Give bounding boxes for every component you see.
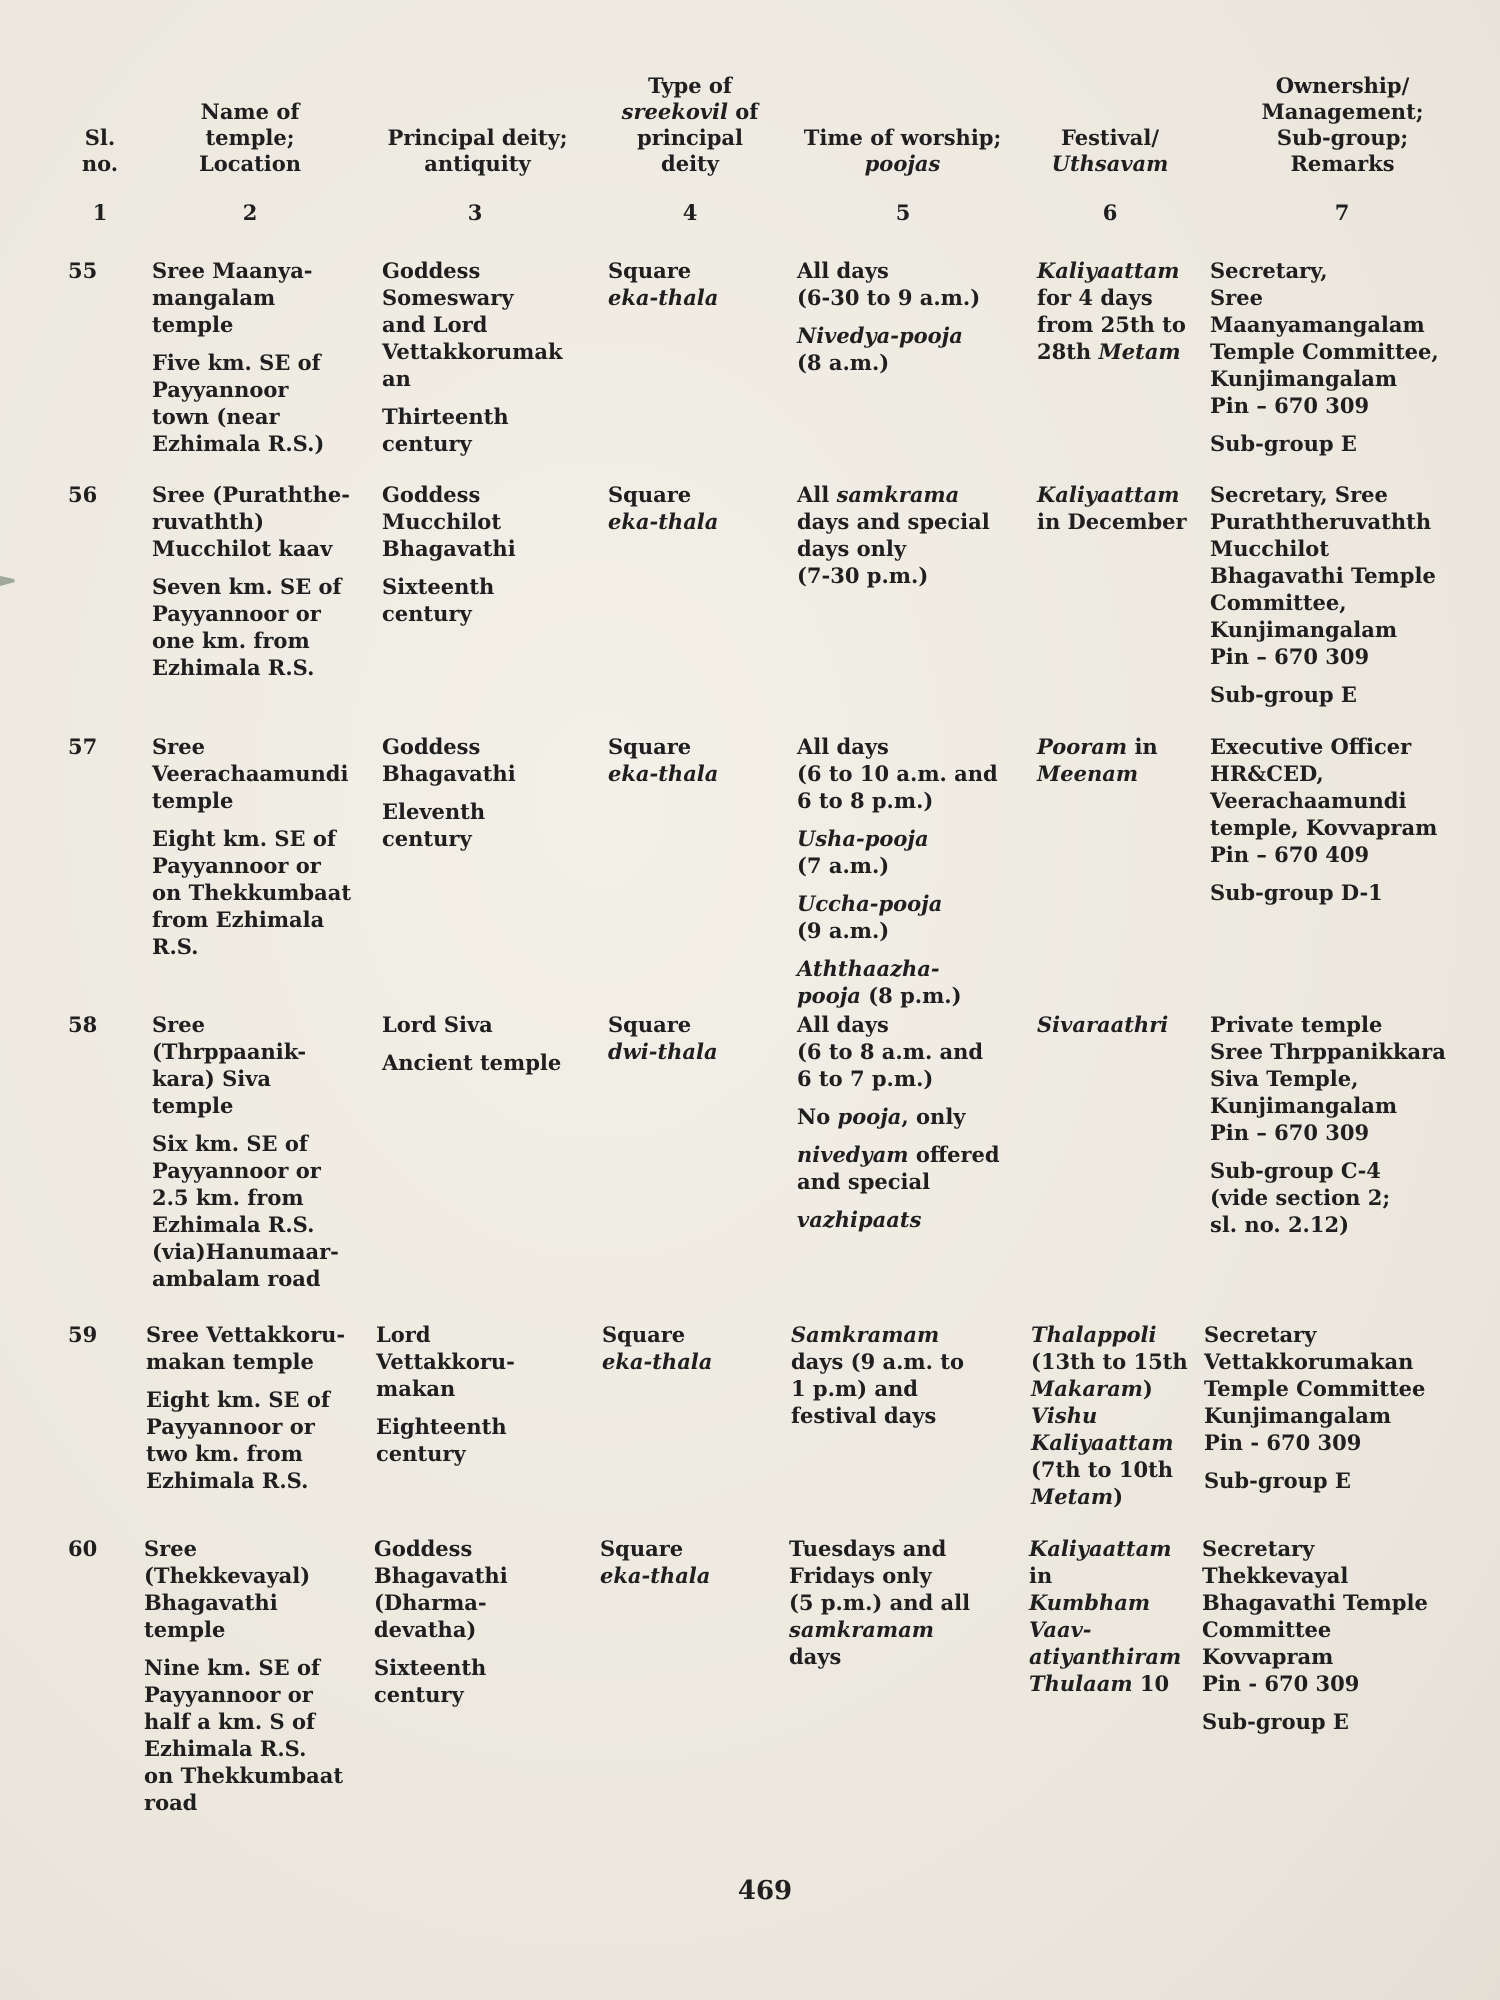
antiquity: Thirteenth century [382, 404, 509, 456]
temple-name-cell [146, 1321, 371, 1505]
column-number-6: 6 [1102, 200, 1118, 225]
worship-text: All days (6 to 8 a.m. and 6 to 7 p.m.) [797, 1012, 984, 1091]
worship-time-cell [791, 1321, 1021, 1440]
worship-text: (9 a.m.) [797, 918, 890, 943]
worship-time-cell [789, 1535, 1019, 1681]
ownership-text: Secretary, Sree Puraththeruvathth Mucchilot Bhagavathi Temple Committee, Kunjimangalam Pin – 670 309 [1210, 482, 1436, 669]
column-number-4: 4 [682, 200, 698, 225]
worship-text: (8 a.m.) [797, 350, 890, 375]
row-sl-no: 55 [68, 258, 98, 283]
deity-cell [382, 481, 597, 638]
worship-line [797, 1141, 1027, 1195]
temple-location: Six km. SE of Payyannoor or 2.5 km. from Ezhimala R.S. (via)Hanumaar- ambalam road [152, 1131, 339, 1291]
sreekovil-type-cell [602, 1321, 782, 1375]
festival-plain: in December [1037, 509, 1187, 534]
header-principal-deity: Principal deity; antiquity [387, 125, 568, 176]
header-ownership: Ownership/ Management; Sub-group; Remarks [1261, 73, 1424, 176]
festival-term: Kumbham Vaav- atiyanthiram Thulaam [1029, 1590, 1182, 1696]
ownership-text: Secretary Thekkevayal Bhagavathi Temple Committee Kovvapram Pin - 670 309 [1202, 1536, 1428, 1696]
column-number-5: 5 [895, 200, 911, 225]
worship-text: Tuesdays and Fridays only (5 p.m.) and all [789, 1536, 971, 1615]
ownership-cell [1210, 733, 1485, 917]
ownership-text: Executive Officer HR&CED, Veerachaamundi temple, Kovvapram Pin – 670 409 [1210, 734, 1438, 867]
antiquity: Sixteenth century [374, 1655, 487, 1707]
sub-group: Sub-group E [1202, 1709, 1349, 1734]
temple-location: Nine km. SE of Payyannoor or half a km. S of Ezhimala R.S. on Thekkumbaat road [144, 1655, 344, 1815]
festival-term: Makaram [1031, 1376, 1143, 1401]
page-number: 469 [737, 1876, 793, 1906]
principal-deity: Lord Vettakkoru- makan [376, 1322, 515, 1401]
temple-name: Sree Vettakkoru- makan temple [146, 1322, 346, 1374]
sub-group: Sub-group E [1204, 1468, 1351, 1493]
sreekovil-shape: Square [608, 258, 692, 283]
sreekovil-shape: Square [608, 734, 692, 759]
festival-plain: ) [1142, 1376, 1153, 1401]
temple-name: Sree (Thekkevayal) Bhagavathi temple [144, 1536, 311, 1642]
sreekovil-shape: Square [608, 482, 692, 507]
sreekovil-thala: eka-thala [608, 285, 719, 310]
festival-term: Sivaraathri [1037, 1012, 1169, 1037]
header-sl-no: Sl. no. [81, 125, 119, 176]
temple-name: Sree (Thrppaanik- kara) Siva temple [152, 1012, 307, 1118]
temple-name: Sree Veerachaamundi temple [152, 734, 349, 813]
temple-name-cell [152, 733, 377, 971]
column-number-2: 2 [242, 200, 258, 225]
worship-term: Nivedya-pooja [797, 323, 963, 348]
ownership-cell [1202, 1535, 1477, 1746]
worship-text: days (9 a.m. to 1 p.m) and festival days [791, 1349, 964, 1428]
festival-text [1037, 1011, 1212, 1038]
header-festival: Festival/ Uthsavam [1051, 125, 1169, 176]
temple-location: Seven km. SE of Payyannoor or one km. from Ezhimala R.S. [152, 574, 342, 680]
deity-cell [382, 257, 597, 468]
festival-cell [1037, 257, 1212, 376]
festival-plain: in [1029, 1563, 1053, 1588]
worship-term: Usha-pooja [797, 826, 929, 851]
festival-term: Pooram [1037, 734, 1128, 759]
deity-cell [382, 1011, 597, 1087]
principal-deity: Lord Siva [382, 1012, 493, 1037]
festival-plain: (13th to 15th [1031, 1349, 1188, 1374]
worship-line [797, 1011, 1027, 1092]
worship-line [797, 733, 1027, 814]
temple-name-cell [152, 481, 377, 692]
worship-term: pooja [837, 1104, 902, 1129]
temple-name-cell [152, 1011, 377, 1303]
ownership-cell [1204, 1321, 1479, 1505]
sub-group: Sub-group D-1 [1210, 880, 1383, 905]
sreekovil-shape: Square [602, 1322, 686, 1347]
festival-cell [1037, 733, 1212, 798]
row-sl-no: 57 [68, 734, 98, 759]
worship-line [797, 257, 1027, 311]
sreekovil-type-cell [608, 257, 788, 311]
sub-group: Sub-group E [1210, 431, 1357, 456]
worship-time-cell [797, 1011, 1027, 1244]
deity-cell [376, 1321, 591, 1478]
sub-group: Sub-group E [1210, 682, 1357, 707]
festival-term: Vishu Kaliyaattam [1031, 1403, 1174, 1455]
worship-term: Aththaazha- pooja [797, 956, 940, 1008]
ownership-text: Secretary, Sree Maanyamangalam Temple Committee, Kunjimangalam Pin – 670 309 [1210, 258, 1439, 418]
row-sl-no: 58 [68, 1012, 98, 1037]
sreekovil-type-cell [608, 1011, 788, 1065]
header-sreekovil-type: Type of sreekovil of principal deity [621, 73, 759, 176]
worship-line [797, 1103, 1027, 1130]
ownership-text: Secretary Vettakkorumakan Temple Committee Kunjimangalam Pin - 670 309 [1204, 1322, 1426, 1455]
festival-text [1029, 1535, 1204, 1697]
row-sl-no: 59 [68, 1322, 98, 1347]
festival-cell [1029, 1535, 1204, 1708]
antiquity: Ancient temple [382, 1050, 562, 1075]
worship-line [797, 825, 1027, 879]
worship-text: , only [901, 1104, 966, 1129]
worship-text: days [789, 1644, 842, 1669]
row-sl-no: 60 [68, 1536, 98, 1561]
worship-time-cell [797, 257, 1027, 387]
worship-term: nivedyam [797, 1142, 909, 1167]
worship-text: offered and special [797, 1142, 1000, 1194]
principal-deity: Goddess Bhagavathi [382, 734, 516, 786]
principal-deity: Goddess Mucchilot Bhagavathi [382, 482, 516, 561]
festival-text [1037, 257, 1212, 365]
worship-text: days and special days only (7-30 p.m.) [797, 509, 990, 588]
row-sl-no: 56 [68, 482, 98, 507]
festival-term: Metam [1031, 1484, 1114, 1509]
header-temple-name: Name of temple; Location [198, 99, 302, 176]
sreekovil-thala: eka-thala [602, 1349, 713, 1374]
festival-plain: (7th to 10th [1031, 1457, 1174, 1482]
worship-term: vazhipaats [797, 1207, 922, 1232]
festival-text [1037, 481, 1212, 535]
temple-name: Sree Maanya- mangalam temple [152, 258, 313, 337]
header-time-of-worship: Time of worship; poojas [803, 125, 1002, 176]
temple-name: Sree (Puraththe- ruvathth) Mucchilot kaav [152, 482, 350, 561]
sreekovil-thala: eka-thala [608, 509, 719, 534]
festival-cell [1037, 1011, 1212, 1049]
temple-location: Eight km. SE of Payyannoor or on Thekkumbaat from Ezhimala R.S. [152, 826, 352, 959]
festival-plain: for 4 days from 25th to 28th [1037, 285, 1186, 364]
festival-plain: in [1134, 734, 1158, 759]
worship-term: Uccha-pooja [797, 891, 943, 916]
principal-deity: Goddess Someswary and Lord Vettakkorumak an [382, 258, 563, 391]
worship-line [789, 1535, 1019, 1670]
temple-location: Five km. SE of Payyannoor town (near Ezhimala R.S.) [152, 350, 325, 456]
deity-cell [374, 1535, 589, 1719]
worship-time-cell [797, 481, 1027, 600]
column-number-7: 7 [1334, 200, 1350, 225]
festival-plain: ) [1113, 1484, 1124, 1509]
worship-term: samkrama [836, 482, 960, 507]
festival-term: Kaliyaattam [1029, 1536, 1172, 1561]
festival-text [1031, 1321, 1206, 1510]
worship-line [797, 322, 1027, 376]
worship-text: (7 a.m.) [797, 853, 890, 878]
festival-term: Kaliyaattam [1037, 482, 1180, 507]
temple-location: Eight km. SE of Payyannoor or two km. from Ezhimala R.S. [146, 1387, 330, 1493]
festival-cell [1037, 481, 1212, 546]
antiquity: Eighteenth century [376, 1414, 507, 1466]
festival-cell [1031, 1321, 1206, 1521]
worship-line [797, 890, 1027, 944]
sreekovil-thala: dwi-thala [608, 1039, 718, 1064]
worship-line [797, 955, 1027, 1009]
ownership-cell [1210, 1011, 1485, 1249]
sreekovil-thala: eka-thala [608, 761, 719, 786]
sreekovil-type-cell [608, 481, 788, 535]
ownership-cell [1210, 481, 1485, 719]
sreekovil-thala: eka-thala [600, 1563, 711, 1588]
sreekovil-type-cell [608, 733, 788, 787]
worship-text: (8 p.m.) [860, 983, 962, 1008]
festival-plain: 10 [1132, 1671, 1170, 1696]
column-number-1: 1 [92, 200, 108, 225]
worship-term: samkramam [789, 1617, 934, 1642]
antiquity: Eleventh century [382, 799, 486, 851]
temple-name-cell [152, 257, 377, 468]
festival-term: Meenam [1037, 761, 1139, 786]
column-number-3: 3 [467, 200, 483, 225]
temple-name-cell [144, 1535, 369, 1827]
sreekovil-shape: Square [600, 1536, 684, 1561]
worship-line [791, 1321, 1021, 1429]
worship-line [797, 481, 1027, 589]
deity-cell [382, 733, 597, 863]
principal-deity: Goddess Bhagavathi (Dharma- devatha) [374, 1536, 508, 1642]
sreekovil-type-cell [600, 1535, 780, 1589]
worship-text: No [797, 1104, 838, 1129]
ownership-text: Private temple Sree Thrppanikkara Siva Temple, Kunjimangalam Pin – 670 309 [1210, 1012, 1446, 1145]
worship-text: All days (6 to 10 a.m. and 6 to 8 p.m.) [797, 734, 998, 813]
page-edge-mark [0, 572, 16, 590]
worship-text: All days (6-30 to 9 a.m.) [797, 258, 981, 310]
festival-text [1037, 733, 1212, 787]
sreekovil-shape: Square [608, 1012, 692, 1037]
worship-term: Samkramam [791, 1322, 940, 1347]
worship-text: All [797, 482, 837, 507]
festival-term: Kaliyaattam [1037, 258, 1180, 283]
antiquity: Sixteenth century [382, 574, 495, 626]
worship-time-cell [797, 733, 1027, 1020]
festival-term: Metam [1098, 339, 1181, 364]
worship-line [797, 1206, 1027, 1233]
festival-term: Thalappoli [1031, 1322, 1157, 1347]
ownership-cell [1210, 257, 1485, 468]
sub-group: Sub-group C-4 (vide section 2; sl. no. 2.12) [1210, 1158, 1391, 1237]
